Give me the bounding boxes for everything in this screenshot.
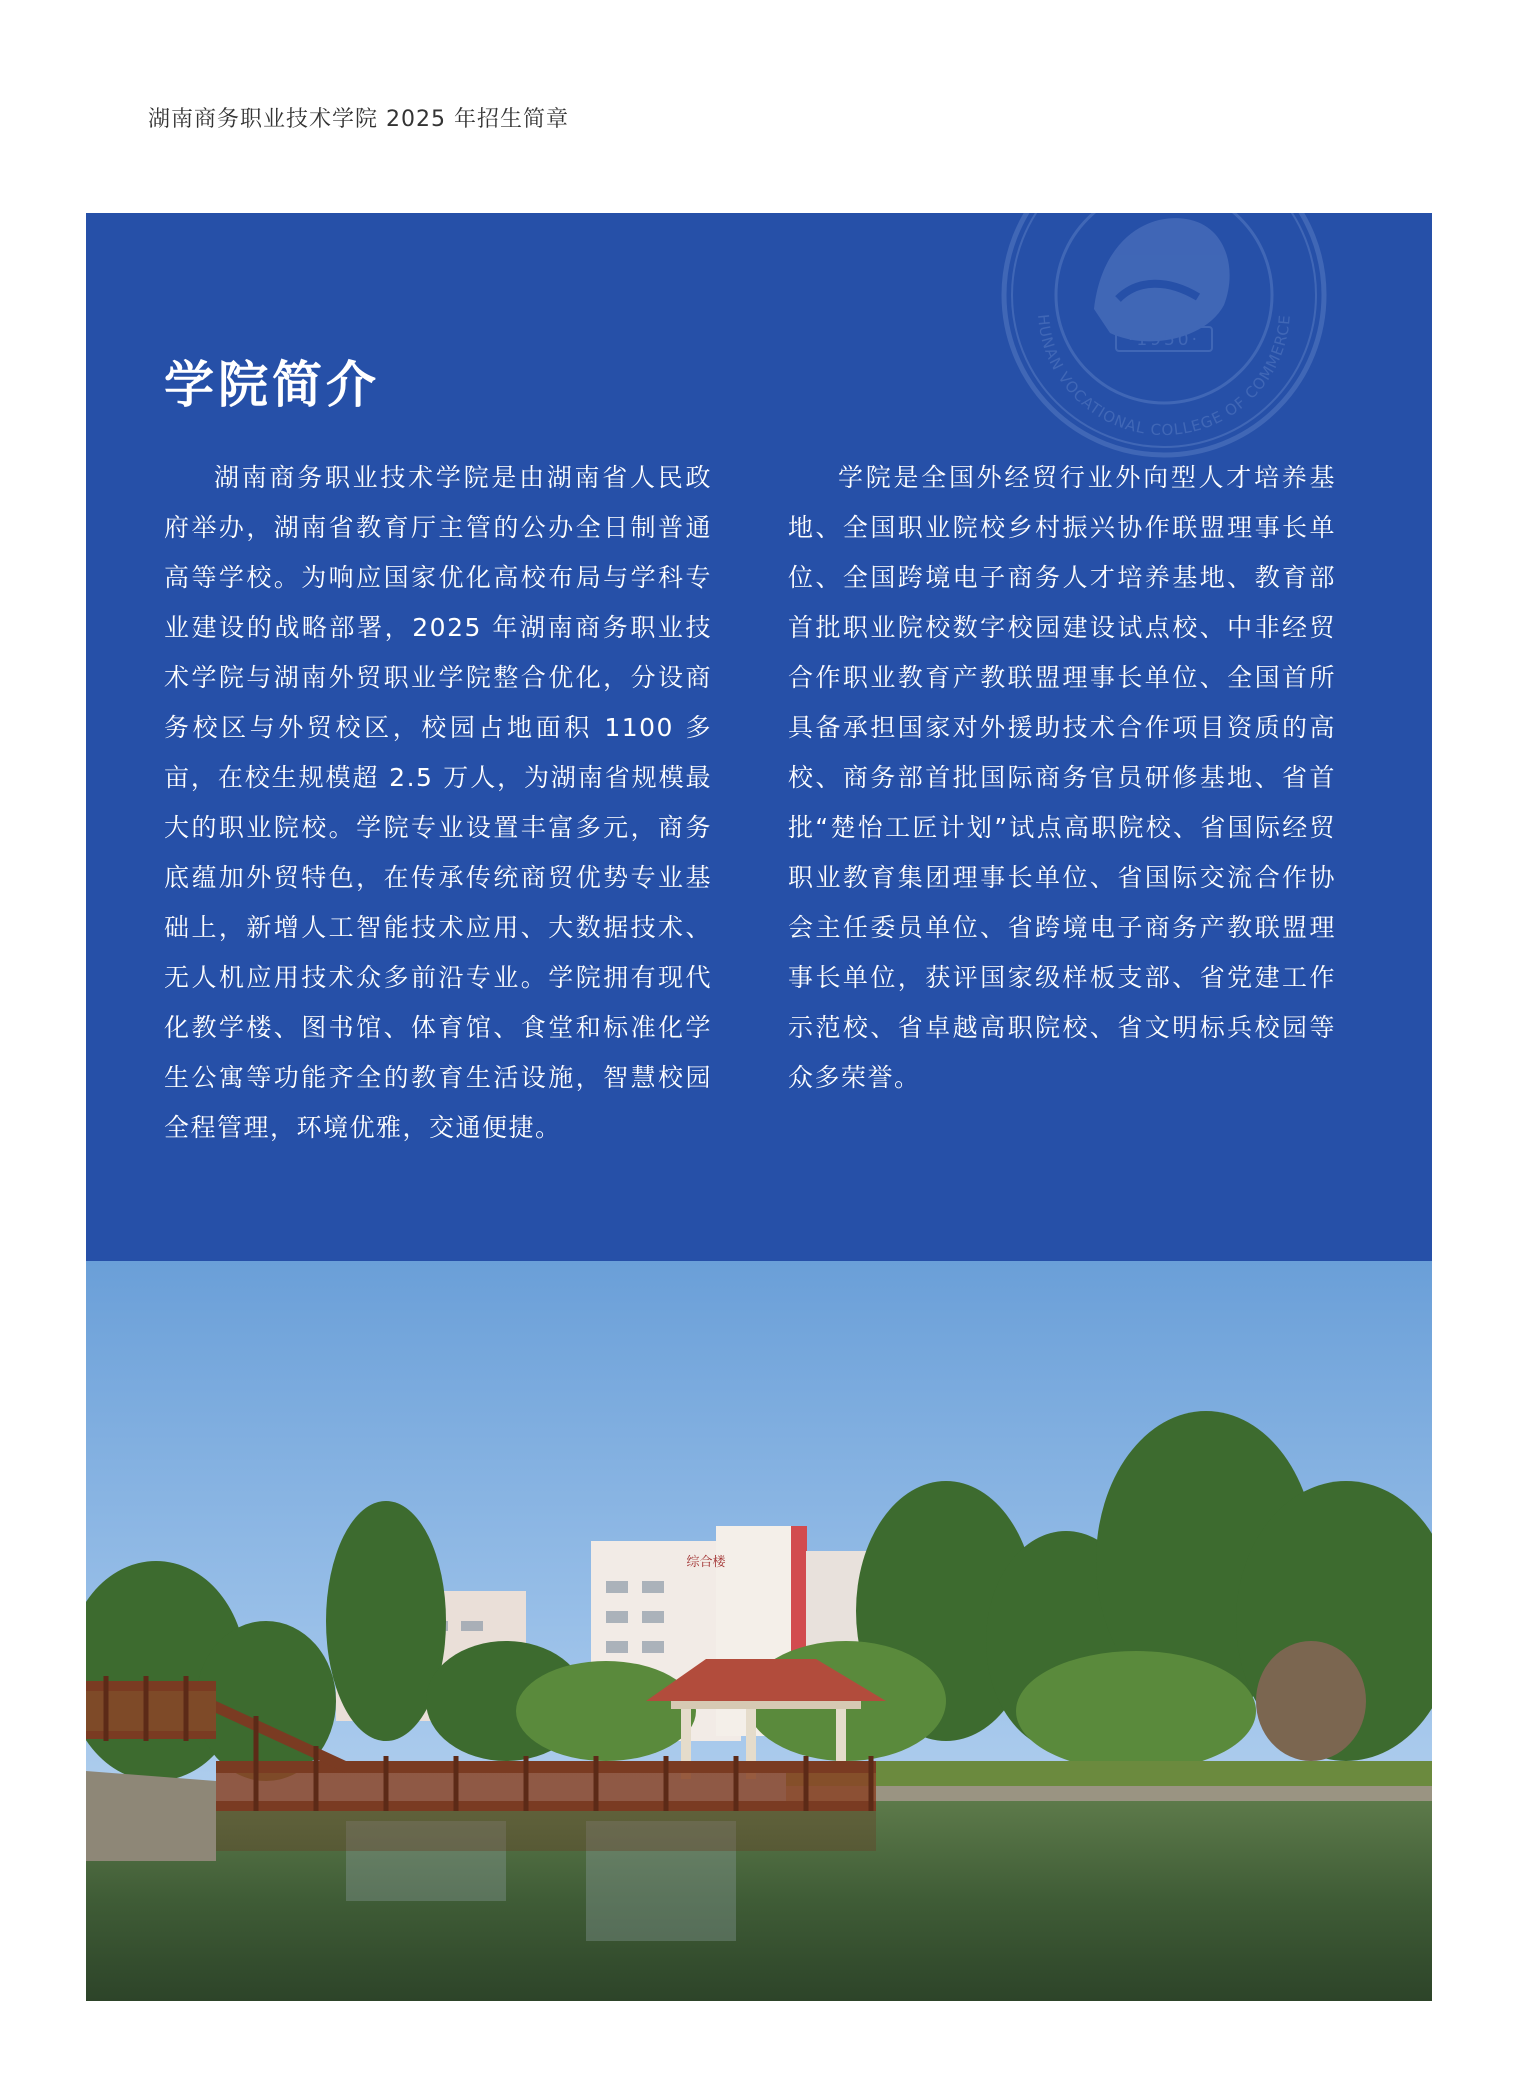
emblem-ring-text: HUNAN VOCATIONAL COLLEGE OF COMMERCE	[1033, 313, 1294, 440]
intro-paragraph-left: 湖南商务职业技术学院是由湖南省人民政府举办，湖南省教育厅主管的公办全日制普通高等学校。为响应国家优化高校布局与学科专业建设的战略部署，2025 年湖南商务职业技术学院与湖南外贸职业学院整合优化，分设商务校区与外贸校区，校园占地面积 1100 多亩，在校生规模超 2.5 万人，为湖南省规模最大的职业院校。学院专业设置丰富多元，商务底蕴加外贸特色，在传承传统商贸优势专业基础上，新增人工智能技术应用、大数据技术、无人机应用技术众多前沿专业。学院拥有现代化教学楼、图书馆、体育馆、食堂和标准化学生公寓等功能齐全的教育生活设施，智慧校园全程管理，环境优雅，交通便捷。	[164, 463, 712, 1142]
campus-lake-photo	[86, 1261, 1432, 2001]
emblem-year: ·1950·	[1127, 330, 1201, 350]
intro-panel	[86, 213, 1432, 1261]
intro-paragraph-right: 学院是全国外经贸行业外向型人才培养基地、全国职业院校乡村振兴协作联盟理事长单位、全国跨境电子商务人才培养基地、教育部首批职业院校数字校园建设试点校、中非经贸合作职业教育产教联盟理事长单位、全国首所具备承担国家对外援助技术合作项目资质的高校、商务部首批国际商务官员研修基地、省首批“楚怡工匠计划”试点高职院校、省国际经贸职业教育集团理事长单位、省国际交流合作协会主任委员单位、省跨境电子商务产教联盟理事长单位，获评国家级样板支部、省党建工作示范校、省卓越高职院校、省文明标兵校园等众多荣誉。	[788, 463, 1336, 1092]
section-title: 学院简介	[164, 356, 380, 414]
running-header-title: 湖南商务职业技术学院 2025 年招生简章	[148, 107, 569, 132]
building-sign: 综合楼	[686, 1555, 726, 1570]
college-emblem-watermark	[998, 213, 1330, 461]
